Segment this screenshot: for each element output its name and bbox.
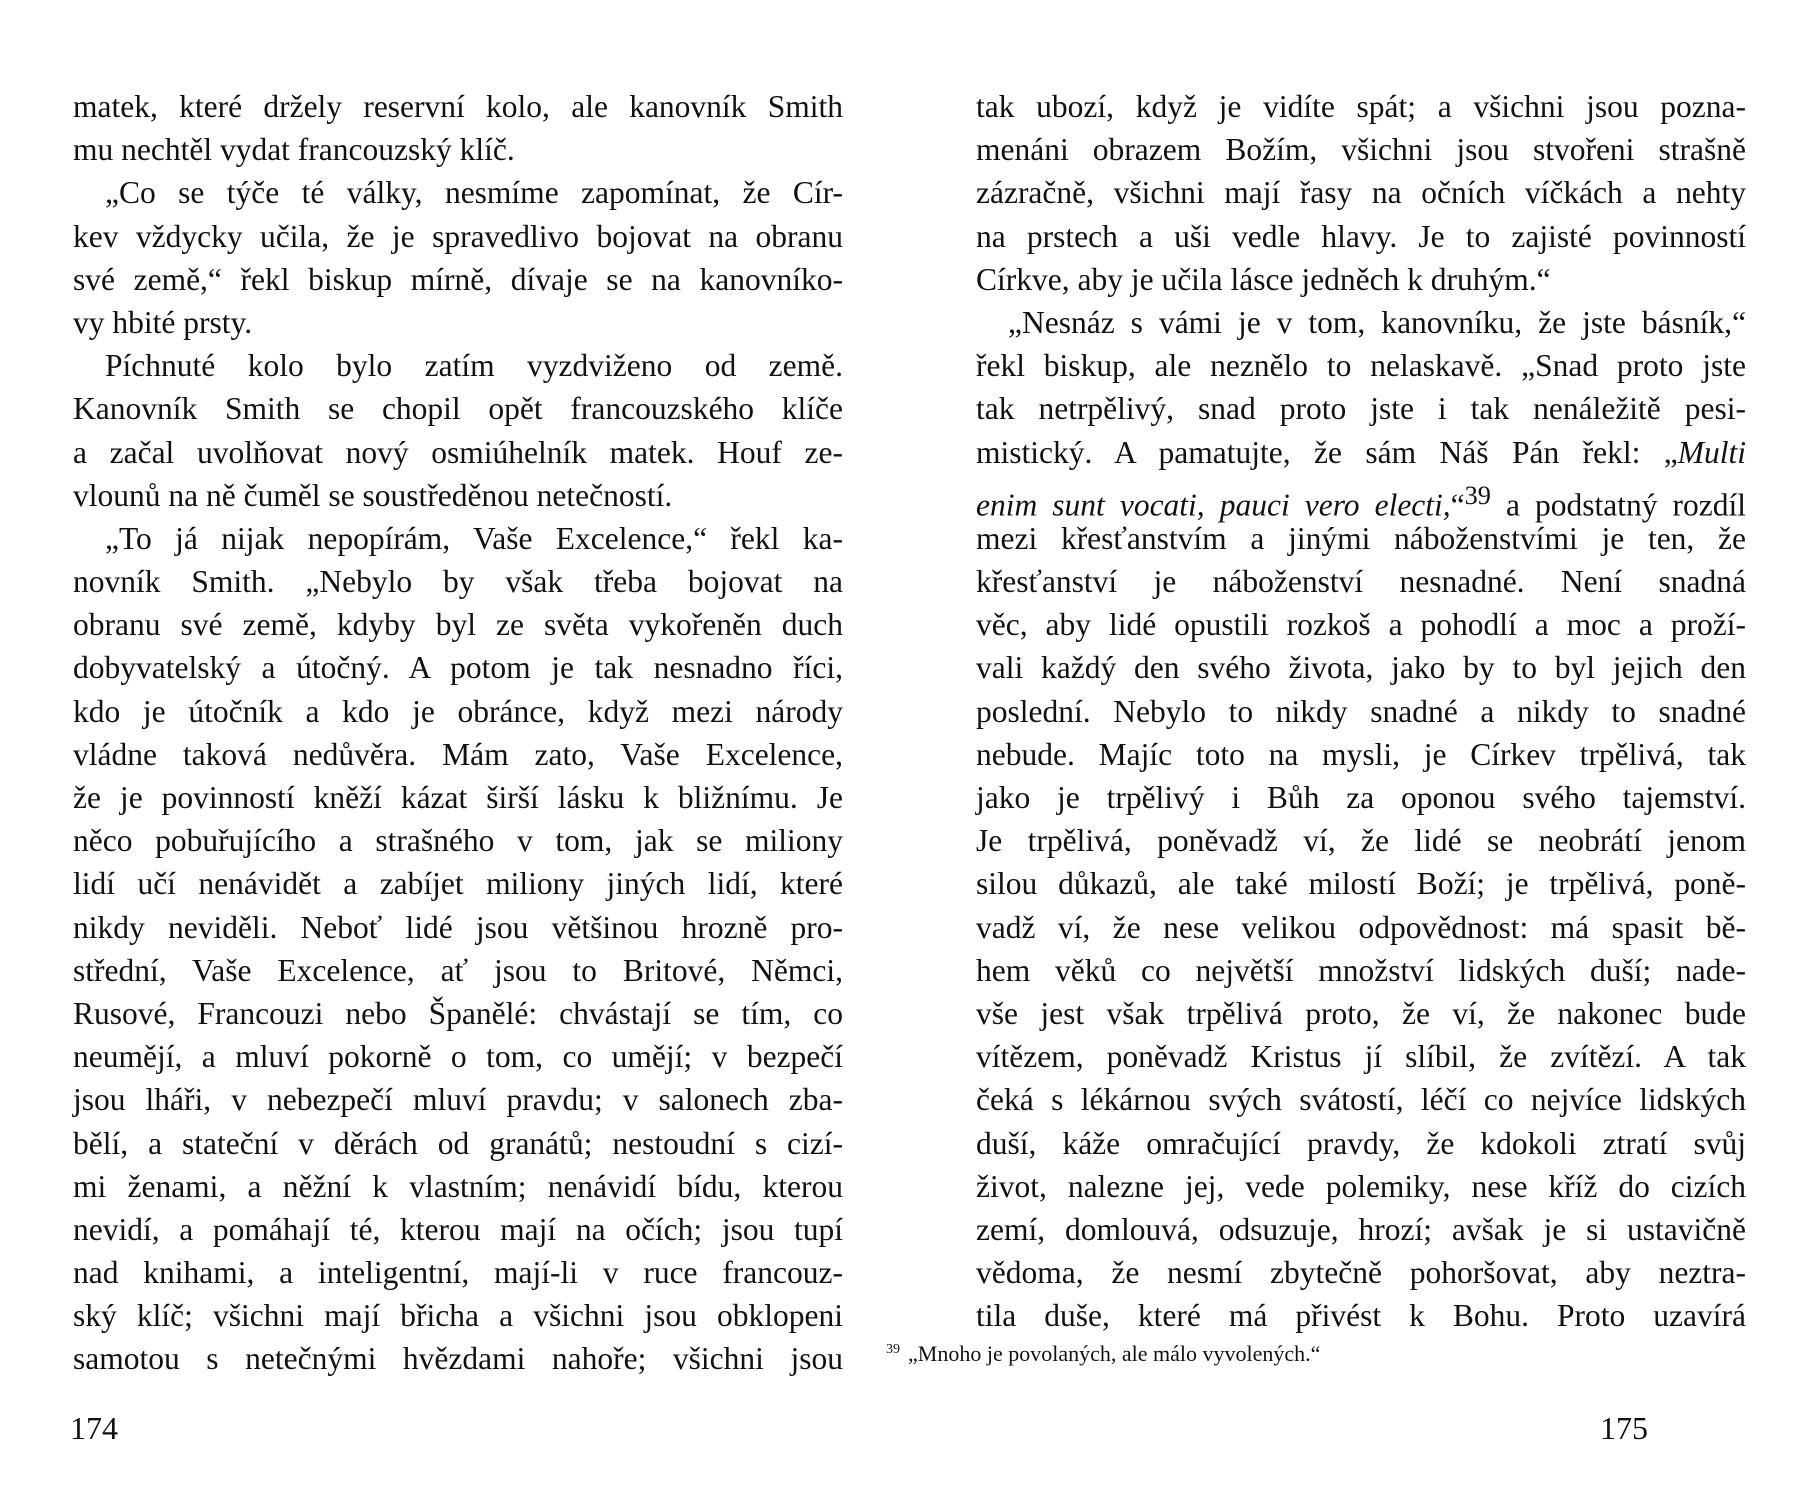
- closing-quote: “: [1450, 487, 1465, 523]
- text-line: kev vždycky učila, že je spravedlivo bojovat na obranu: [73, 218, 843, 254]
- text-line: vali každý den svého života, jako by to byl jejich den: [976, 650, 1746, 686]
- text-line: Církve, aby je učila lásce jedněch k druhým.“: [976, 261, 1551, 297]
- latin-quote: enim sunt vocati, pauci vero electi,: [976, 487, 1451, 523]
- text-line: na prstech a uši vedle hlavy. Je to zajisté povinností: [976, 218, 1746, 254]
- text-line: menáni obrazem Božím, všichni jsou stvořeni strašně: [976, 132, 1746, 168]
- text-line: nikdy neviděli. Neboť lidé jsou většinou hrozně pro-: [73, 909, 843, 945]
- text-line: jsou lháři, v nebezpečí mluví pravdu; v salonech zba-: [73, 1082, 843, 1118]
- page-number: 175: [1600, 1410, 1648, 1446]
- text-line: nad knihami, a inteligentní, mají-li v ruce francouz-: [73, 1255, 843, 1291]
- page-number: 174: [70, 1410, 118, 1446]
- text-line: vlounů na ně čuměl se soustředěnou netečností.: [73, 477, 673, 513]
- text-line: ský klíč; všichni mají břicha a všichni jsou obklopeni: [73, 1298, 843, 1334]
- text-line: „Nesnáz s vámi je v tom, kanovníku, že jste básník,“: [1008, 304, 1746, 340]
- footnote-ref: 39: [1464, 480, 1491, 510]
- right-page: [890, 0, 1746, 1501]
- text-line: silou důkazů, ale také milostí Boží; je trpělivá, poně-: [976, 866, 1746, 902]
- text-line: tila duše, které má přivést k Bohu. Proto uzavírá: [976, 1298, 1746, 1334]
- left-page: [0, 0, 843, 1501]
- text-segment: a podstatný rozdíl: [1490, 487, 1746, 523]
- text-line: dobyvatelský a útočný. A potom je tak nesnadno říci,: [73, 650, 843, 686]
- text-line: [976, 474, 1746, 523]
- text-line: vítězem, poněvadž Kristus jí slíbil, že zvítězí. A tak: [976, 1039, 1746, 1075]
- text-line: vadž ví, že nese velikou odpovědnost: má spasit bě-: [976, 909, 1746, 945]
- right-page-text: [976, 85, 1746, 1337]
- text-line: neumějí, a mluví pokorně o tom, co umějí; v bezpečí: [73, 1039, 843, 1075]
- text-line: čeká s lékárnou svých svátostí, léčí co nejvíce lidských: [976, 1082, 1746, 1118]
- text-line: kdo je útočník a kdo je obránce, když mezi národy: [73, 693, 843, 729]
- text-line: hem věků co největší množství lidských duší; nade-: [976, 952, 1746, 988]
- footnote-marker: 39: [886, 1342, 900, 1357]
- text-line: život, nalezne jej, vede polemiky, nese kříž do cizích: [976, 1168, 1746, 1204]
- text-line: matek, které držely reservní kolo, ale kanovník Smith: [73, 89, 843, 124]
- text-line: „To já nijak nepopírám, Vaše Excelence,“ řekl ka-: [105, 520, 843, 556]
- text-segment: mistický. A pamatujte, že sám Náš Pán řekl: „: [976, 434, 1678, 470]
- text-line: vládne taková nedůvěra. Mám zato, Vaše Excelence,: [73, 736, 843, 772]
- text-line: poslední. Nebylo to nikdy snadné a nikdy to snadné: [976, 693, 1746, 729]
- text-line: Píchnuté kolo bylo zatím vyzdviženo od země.: [105, 348, 843, 384]
- text-line: zázračně, všichni mají řasy na očních víčkách a nehty: [976, 175, 1746, 211]
- text-line: vědoma, že nesmí zbytečně pohoršovat, aby neztra-: [976, 1255, 1746, 1291]
- footnote: [886, 1335, 1506, 1369]
- latin-quote: Multi: [1677, 434, 1746, 470]
- text-line: Je trpělivá, poněvadž ví, že lidé se neobrátí jenom: [976, 823, 1746, 859]
- text-line: tak ubozí, když je vidíte spát; a všichni jsou pozna-: [976, 89, 1746, 124]
- text-line: Kanovník Smith se chopil opět francouzského klíče: [73, 391, 843, 427]
- text-line: střední, Vaše Excelence, ať jsou to Britové, Němci,: [73, 952, 843, 988]
- text-line: duší, káže omračující pravdy, že kdokoli ztratí svůj: [976, 1125, 1746, 1161]
- footnote-text: „Mnoho je povolaných, ale málo vyvolených.“: [908, 1341, 1321, 1366]
- text-line: Rusové, Francouzi nebo Španělé: chvástají se tím, co: [73, 995, 843, 1031]
- text-line: [976, 431, 1746, 474]
- text-line: a začal uvolňovat nový osmiúhelník matek. Houf ze-: [73, 434, 843, 470]
- text-line: samotou s netečnými hvězdami nahoře; všichni jsou: [73, 1341, 843, 1377]
- text-line: vy hbité prsty.: [73, 304, 253, 340]
- left-page-text: [73, 85, 843, 1381]
- text-line: bělí, a stateční v děrách od granátů; nestoudní s cizí-: [73, 1125, 843, 1161]
- text-line: obranu své země, kdyby byl ze světa vykořeněn duch: [73, 607, 843, 643]
- text-line: nevidí, a pomáhají té, kterou mají na očích; jsou tupí: [73, 1211, 843, 1247]
- text-line: něco pobuřujícího a strašného v tom, jak se miliony: [73, 823, 843, 859]
- text-line: mezi křesťanstvím a jinými náboženstvími je ten, že: [976, 520, 1746, 556]
- text-line: řekl biskup, ale neznělo to nelaskavě. „Snad proto jste: [976, 348, 1746, 384]
- text-line: zemí, domlouvá, odsuzuje, hrozí; avšak je si ustavičně: [976, 1211, 1746, 1247]
- text-line: novník Smith. „Nebylo by však třeba bojovat na: [73, 564, 843, 600]
- text-line: jako je trpělivý i Bůh za oponou svého tajemství.: [976, 780, 1746, 815]
- text-line: tak netrpělivý, snad proto jste i tak nenáležitě pesi-: [976, 391, 1746, 427]
- text-line: „Co se týče té války, nesmíme zapomínat, že Cír-: [105, 175, 843, 211]
- text-line: mi ženami, a něžní k vlastním; nenávidí bídu, kterou: [73, 1168, 843, 1204]
- text-line: své země,“ řekl biskup mírně, dívaje se na kanovníko-: [73, 261, 843, 297]
- text-line: věc, aby lidé opustili rozkoš a pohodlí a moc a proží-: [976, 607, 1746, 643]
- text-line: lidí učí nenávidět a zabíjet miliony jiných lidí, které: [73, 866, 843, 902]
- text-line: nebude. Majíc toto na mysli, je Církev trpělivá, tak: [976, 736, 1746, 772]
- text-line: mu nechtěl vydat francouzský klíč.: [73, 132, 515, 168]
- text-line: vše jest však trpělivá proto, že ví, že nakonec bude: [976, 995, 1746, 1031]
- text-line: že je povinností kněží kázat širší lásku k bližnímu. Je: [73, 780, 843, 815]
- text-line: křesťanství je náboženství nesnadné. Není snadná: [976, 564, 1746, 600]
